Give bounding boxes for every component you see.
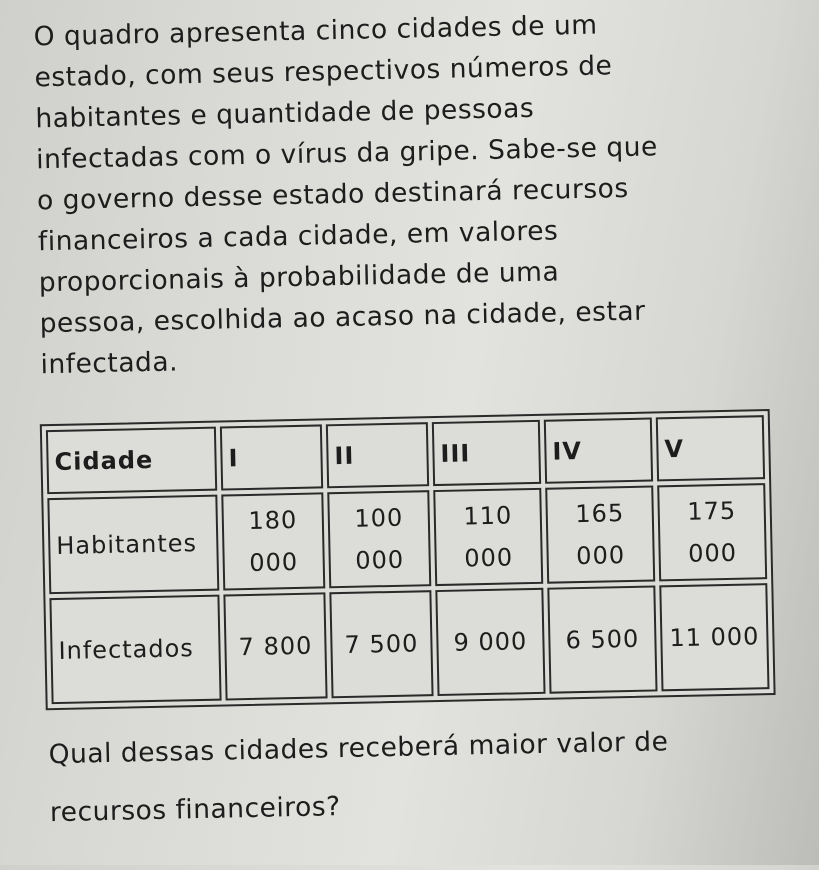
data-table-container (40, 409, 774, 710)
habitantes-cell-v: 175 000 (657, 483, 767, 581)
infectados-cell-i: 7 800 (223, 592, 327, 700)
infectados-cell-iv: 6 500 (547, 585, 657, 693)
header-cell-cidade: Cidade (46, 427, 217, 495)
row-label-habitantes: Habitantes (47, 495, 219, 595)
statement-line: infectadas com o vírus da gripe. Sabe-se que (35, 131, 659, 176)
infectados-cell-iii: 9 000 (435, 588, 545, 696)
row-label-infectados: Infectados (49, 595, 221, 705)
table-row-habitantes (47, 483, 767, 594)
statement-line: financeiros a cada cidade, em valores (37, 215, 559, 258)
statement-line: pessoa, escolhida ao acaso na cidade, estar (39, 295, 646, 340)
question-text (48, 710, 810, 842)
habitantes-cell-iii: 110 000 (433, 488, 543, 586)
header-cell-v: V (656, 415, 765, 481)
statement-line: infectada. (40, 346, 179, 381)
header-cell-ii: II (326, 422, 429, 488)
question-line: recursos financeiros? (49, 791, 341, 829)
header-cell-iv: IV (544, 417, 653, 483)
habitantes-cell-i: 180 000 (221, 492, 325, 590)
habitantes-cell-ii: 100 000 (327, 490, 431, 588)
problem-statement (33, 2, 741, 386)
cities-table (40, 409, 776, 710)
habitantes-cell-iv: 165 000 (545, 485, 655, 583)
question-line: Qual dessas cidades receberá maior valor de (48, 726, 669, 771)
table-row-infectados (49, 583, 769, 704)
statement-line: O quadro apresenta cinco cidades de um (33, 9, 598, 53)
statement-line: estado, com seus respectivos números de (34, 50, 613, 94)
table-header-row (46, 415, 765, 494)
header-cell-i: I (220, 424, 323, 490)
statement-line: o governo desse estado destinará recursos (36, 172, 629, 217)
infectados-cell-v: 11 000 (659, 583, 769, 691)
infectados-cell-ii: 7 500 (329, 590, 433, 698)
header-cell-iii: III (432, 420, 541, 486)
statement-line: proporcionais à probabilidade de uma (38, 256, 560, 299)
statement-line: habitantes e quantidade de pessoas (35, 92, 535, 135)
